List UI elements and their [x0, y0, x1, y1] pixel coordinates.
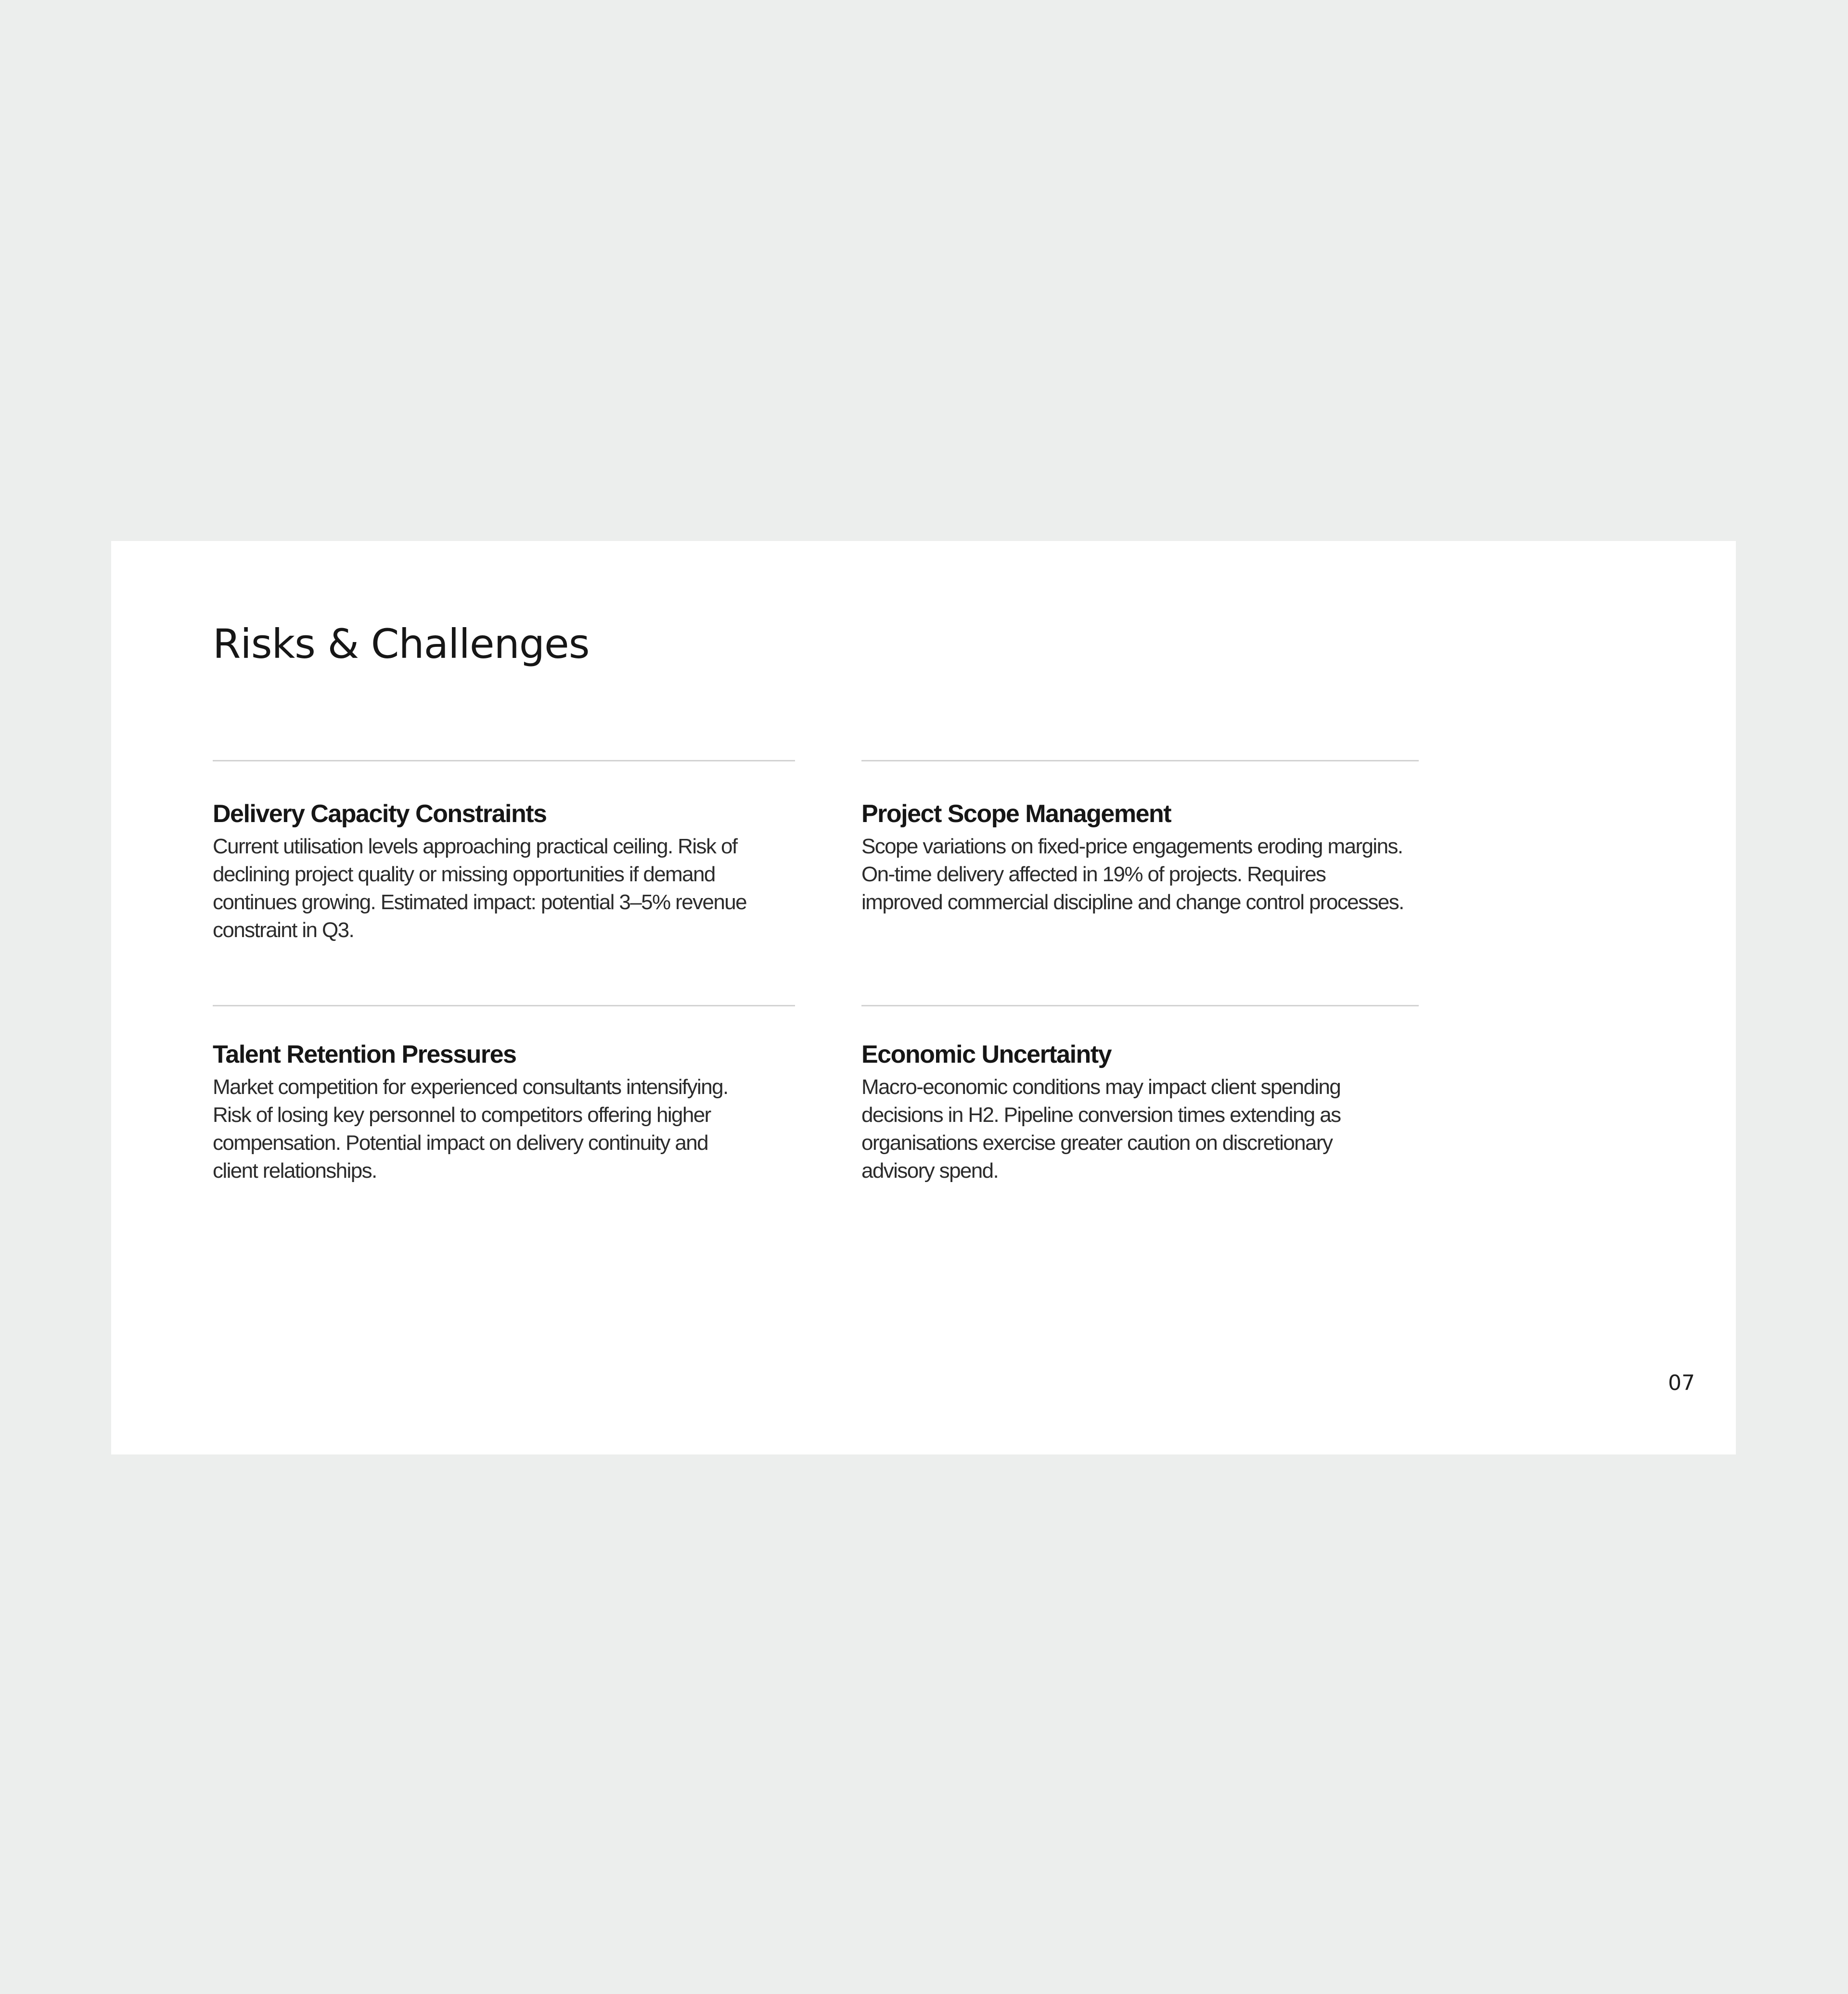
risk-item-description: Scope variations on fixed-price engagements eroding margins. On-time delivery affected in 19% of projects. Requires improved commercial discipline and change control processes.	[861, 835, 1404, 914]
risk-item-title: Delivery Capacity Constraints	[213, 800, 547, 828]
risk-item-project-scope	[861, 760, 1419, 916]
risk-item-title: Project Scope Management	[861, 800, 1171, 828]
risk-item-description: Market competition for experienced consultants intensifying. Risk of losing key personnel to competitors offering higher compensation. Potential impact on delivery continuity and client relationships.	[213, 1075, 728, 1183]
page-title: Risks & Challenges	[213, 620, 590, 668]
risk-item-description: Current utilisation levels approaching practical ceiling. Risk of declining project quality or missing opportunities if demand continues growing. Estimated impact: potential 3–5% revenue constraint in Q3.	[213, 835, 746, 942]
risk-item-delivery-capacity	[213, 760, 795, 944]
risk-item-talent-retention	[213, 1005, 795, 1185]
risk-item-description: Macro-economic conditions may impact client spending decisions in H2. Pipeline conversion times extending as organisations exercise greater caution on discretionary advisory spend.	[861, 1075, 1341, 1183]
page-number: 07	[1668, 1371, 1695, 1395]
risk-item-title: Talent Retention Pressures	[213, 1041, 516, 1068]
risk-item-title: Economic Uncertainty	[861, 1041, 1112, 1068]
risk-item-economic-uncertainty	[861, 1005, 1419, 1185]
slide	[111, 541, 1736, 1454]
